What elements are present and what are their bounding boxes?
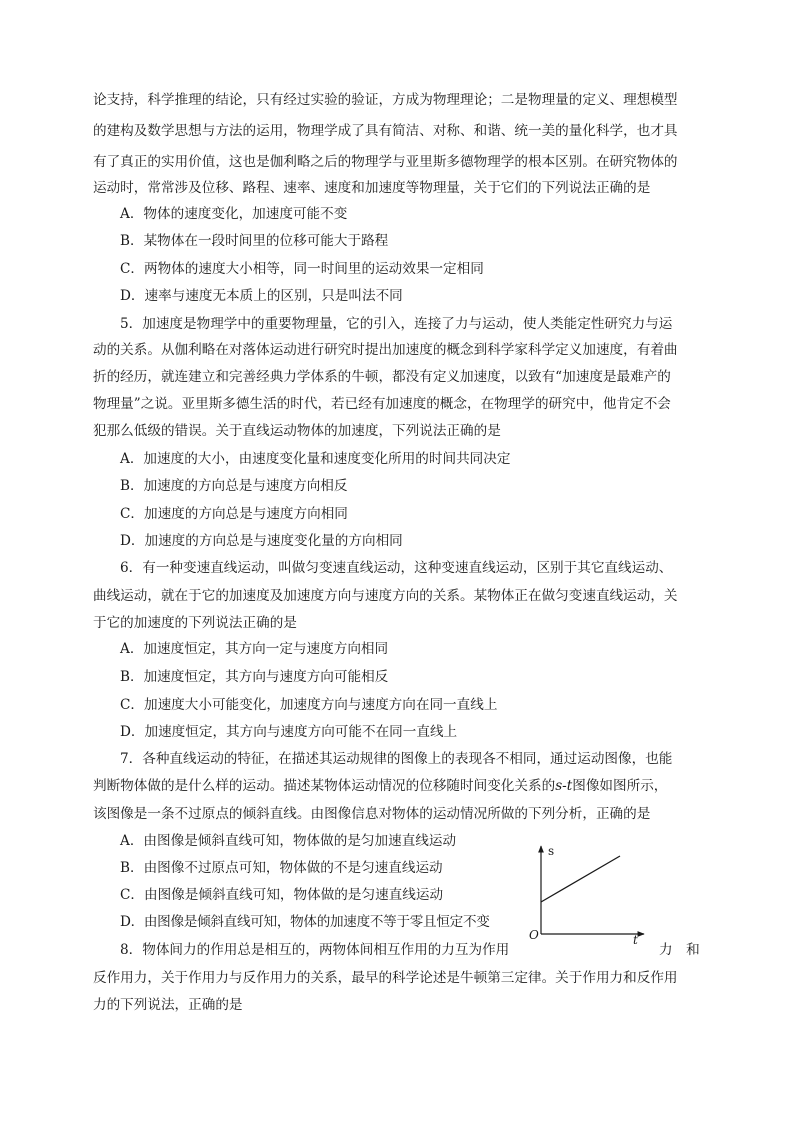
q7-text-part-1: 判断物体做的是什么样的运动。描述某物体运动情况的位移随时间变化关系的	[93, 778, 556, 794]
q5-paragraph-line-4: 物理量”之说。亚里斯多德生活的时代，若已经有加速度的概念，在物理学的研究中，他肯定不会	[93, 396, 671, 412]
q8-paragraph-line-1: 8．物体间力的作用总是相互的，两物体间相互作用的力互为作用	[120, 942, 510, 958]
q6-paragraph-line-2: 曲线运动，就在于它的加速度及加速度方向与速度方向的关系。某物体正在做匀变速直线运动，关	[93, 588, 678, 604]
q6-paragraph-line-3: 于它的加速度的下列说法正确的是	[93, 615, 297, 631]
q6-option-c: C．加速度大小可能变化，加速度方向与速度方向在同一直线上	[120, 697, 498, 713]
q8-paragraph-line-2: 反作用力，关于作用力与反作用力的关系，最早的科学论述是牛顿第三定律。关于作用力和反作用	[93, 970, 678, 986]
q7-dash: -	[562, 778, 567, 794]
q6-paragraph-line-1: 6．有一种变速直线运动，叫做匀变速直线运动，这种变速直线运动，区别于其它直线运动、	[120, 560, 673, 576]
q7-s-symbol: s	[555, 778, 563, 794]
q7-option-d: D．由图像是倾斜直线可知，物体的加速度不等于零且恒定不变	[120, 914, 490, 930]
q4-paragraph-line-3: 有了真正的实用价值，这也是伽利略之后的物理学与亚里斯多德物理学的根本区别。在研究物体的	[93, 154, 678, 170]
q7-option-c: C．由图像是倾斜直线可知，物体做的是匀速直线运动	[120, 887, 444, 903]
q4-option-a: A．物体的速度变化，加速度可能不变	[120, 206, 348, 222]
s-t-line	[541, 856, 620, 902]
q7-paragraph-line-3: 该图像是一条不过原点的倾斜直线。由图像信息对物体的运动情况所做的下列分析，正确的是	[93, 806, 651, 822]
q7-option-b: B．由图像不过原点可知，物体做的不是匀速直线运动	[120, 860, 443, 876]
q4-paragraph-line-4: 运动时，常常涉及位移、路程、速率、速度和加速度等物理量，关于它们的下列说法正确的是	[93, 180, 651, 196]
q4-option-c: C．两物体的速度大小相等，同一时间里的运动效果一定相同	[120, 261, 484, 277]
s-t-graph	[520, 838, 655, 946]
q4-paragraph-line-1: 论支持，科学推理的结论，只有经过实验的验证，方成为物理理论；二是物理量的定义、理想模型	[93, 92, 678, 108]
q7-paragraph-line-2	[93, 777, 667, 795]
q5-option-b: B．加速度的方向总是与速度方向相反	[120, 478, 348, 494]
q5-paragraph-line-5: 犯那么低级的错误。关于直线运动物体的加速度，下列说法正确的是	[93, 423, 501, 439]
q6-option-d: D．加速度恒定，其方向与速度方向可能不在同一直线上	[120, 724, 458, 740]
q5-option-d: D．加速度的方向总是与速度变化量的方向相同	[120, 533, 403, 549]
q5-paragraph-line-2: 动的关系。从伽利略在对落体运动进行研究时提出加速度的概念到科学家科学定义加速度，有着曲	[93, 342, 678, 358]
q8-paragraph-line-3: 力的下列说法，正确的是	[93, 997, 243, 1013]
q8-paragraph-line-1-end: 力 和	[659, 942, 700, 958]
x-axis-label: t	[633, 933, 638, 946]
q4-paragraph-line-2: 的建构及数学思想与方法的运用，物理学成了具有简洁、对称、和谐、统一美的量化科学，也才具	[93, 123, 678, 139]
q5-paragraph-line-3: 折的经历，就连建立和完善经典力学体系的牛顿，都没有定义加速度，以致有“加速度是最难产的	[93, 369, 671, 385]
origin-label: O	[529, 928, 539, 942]
q5-paragraph-line-1: 5．加速度是物理学中的重要物理量，它的引入，连接了力与运动，使人类能定性研究力与运	[120, 316, 673, 332]
q7-option-a: A．由图像是倾斜直线可知，物体做的是匀加速直线运动	[120, 833, 457, 849]
q4-option-b: B．某物体在一段时间里的位移可能大于路程	[120, 233, 389, 249]
q7-text-part-2: 图像如图所示，	[572, 778, 668, 794]
q7-paragraph-line-1: 7．各种直线运动的特征，在描述其运动规律的图像上的表现各不相同，通过运动图像，也能	[120, 751, 673, 767]
q6-option-b: B．加速度恒定，其方向与速度方向可能相反	[120, 669, 389, 685]
q6-option-a: A．加速度恒定，其方向一定与速度方向相同	[120, 641, 389, 657]
q4-option-d: D．速率与速度无本质上的区别，只是叫法不同	[120, 288, 403, 304]
q7-t-symbol: t	[566, 778, 573, 794]
q5-option-c: C．加速度的方向总是与速度方向相同	[120, 506, 348, 522]
q5-option-a: A．加速度的大小，由速度变化量和速度变化所用的时间共同决定	[120, 451, 511, 467]
y-axis-label: s	[548, 844, 555, 858]
